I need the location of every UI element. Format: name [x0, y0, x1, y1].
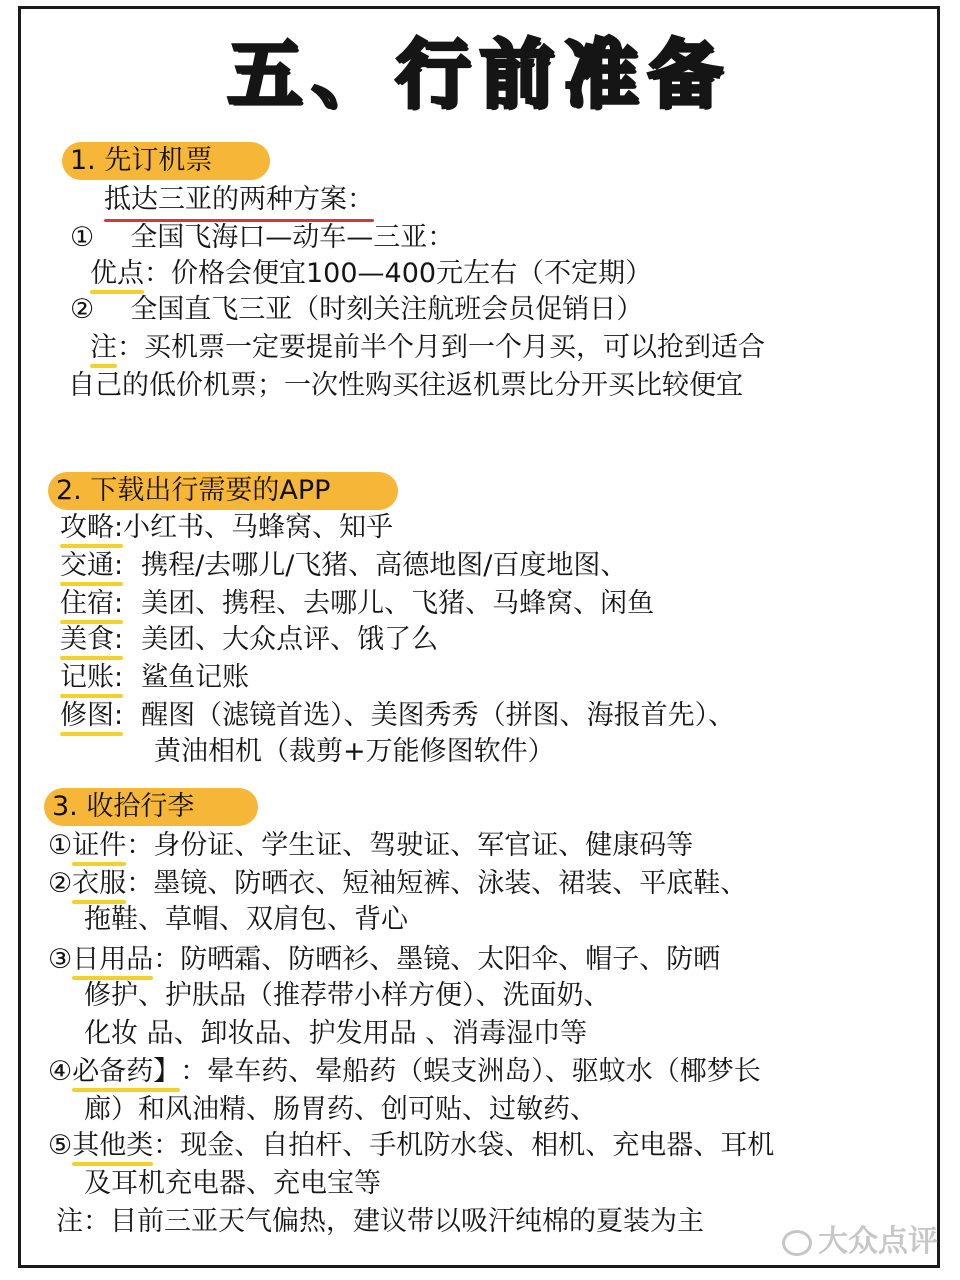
dianping-logo-icon: [782, 1230, 812, 1256]
note-label: 注: [90, 330, 117, 366]
option2-number: ②: [70, 294, 95, 325]
packing-item-others: [48, 1128, 774, 1164]
item-label: 必备药】: [72, 1054, 180, 1090]
item-label: 日用品: [72, 942, 153, 978]
option2-line: [70, 292, 643, 328]
note-text1: ：买机票一定要提前半个月到一个月买，可以抢到适合: [117, 332, 765, 363]
item-number: ⑤: [48, 1130, 73, 1161]
app-row-label: 美食:: [60, 622, 123, 658]
option1-number: ①: [70, 222, 95, 253]
packing-footnote: 注：目前三亚天气偏热，建议带以吸汗纯棉的夏装为主: [56, 1206, 704, 1237]
item-label: 证件: [72, 828, 126, 864]
item-text: ：身份证、学生证、驾驶证、军官证、健康码等: [126, 830, 694, 861]
pro-text: ：价格会便宜100—400元左右（不定期）: [144, 258, 653, 289]
app-row-label: 住宿:: [60, 586, 123, 622]
packing-item-documents: [48, 828, 693, 864]
item-label: 衣服: [72, 866, 126, 902]
app-row-text: 美团、大众点评、饿了么: [141, 624, 439, 655]
item-label: 其他类: [72, 1128, 153, 1164]
app-row-text: 美团、携程、去哪儿、飞猪、马蜂窝、闲鱼: [141, 588, 655, 619]
packing-item-clothes: [48, 866, 747, 902]
pro-label: 优点: [90, 256, 144, 292]
option2-text: 全国直飞三亚（时刻关注航班会员促销日）: [130, 294, 644, 325]
app-row-photo: [60, 698, 735, 734]
note-line2: 自己的低价机票；一次性购买往返机票比分开买比较便宜: [68, 370, 743, 401]
watermark-text: 大众点评: [818, 1224, 938, 1259]
page-title: 五、行前准备: [228, 32, 732, 118]
app-row-label: 修图:: [60, 698, 123, 734]
item-number: ①: [48, 830, 73, 861]
app-row-food: [60, 622, 438, 658]
app-row-label: 交通:: [60, 548, 123, 584]
section3-heading: 3. 收拾行李: [44, 788, 258, 826]
section1-subtitle: [104, 182, 374, 218]
item-continuation: 拖鞋、草帽、双肩包、背心: [84, 904, 408, 935]
app-row-label: 攻略:: [60, 510, 123, 546]
app-row-label: 记账:: [60, 660, 123, 696]
section1-subtitle-text: 抵达三亚的两种方案：: [104, 182, 374, 218]
section2-heading: 2. 下载出行需要的APP: [48, 472, 398, 510]
app-row-text: 醒图（滤镜首选）、美图秀秀（拼图、海报首先）、: [141, 700, 736, 731]
app-row-text: 小红书、马蜂窝、知乎: [123, 512, 394, 543]
app-row-transport: [60, 548, 627, 584]
packing-item-daily: [48, 942, 720, 978]
item-text: ：墨镜、防晒衣、短袖短裤、泳装、裙装、平底鞋、: [126, 868, 748, 899]
pro-line: [90, 256, 652, 292]
item-text: ：现金、自拍杆、手机防水袋、相机、充电器、耳机: [153, 1130, 775, 1161]
note-line1: [90, 330, 765, 366]
section1-heading: 1. 先订机票: [62, 142, 270, 180]
item-continuation: 廊）和风油精、肠胃药、创可贴、过敏药、: [84, 1094, 597, 1125]
option1-line: [70, 220, 454, 256]
app-row-text: 鲨鱼记账: [141, 662, 250, 693]
item-continuation: 化妆 品、卸妆品、护发用品 、消毒湿巾等: [84, 1018, 588, 1049]
item-continuation: 修护、护肤品（推荐带小样方便）、洗面奶、: [84, 980, 611, 1011]
app-row-photo-continuation: 黄油相机（裁剪+万能修图软件）: [154, 736, 555, 767]
option1-text: 全国飞海口—动车—三亚：: [130, 222, 455, 253]
app-row-guide: [60, 510, 393, 546]
packing-item-medicine: [48, 1054, 761, 1090]
watermark: [782, 1216, 938, 1260]
item-text: ：晕车药、晕船药（蜈支洲岛）、驱蚊水（椰梦长: [180, 1056, 761, 1087]
app-row-text: 携程/去哪儿/飞猪、高德地图/百度地图、: [141, 550, 628, 581]
item-text: ：防晒霜、防晒衫、墨镜、太阳伞、帽子、防晒: [153, 944, 721, 975]
app-row-accounting: [60, 660, 249, 696]
item-number: ④: [48, 1056, 73, 1087]
item-continuation: 及耳机充电器、充电宝等: [84, 1168, 381, 1199]
app-row-lodging: [60, 586, 654, 622]
item-number: ③: [48, 944, 73, 975]
item-number: ②: [48, 868, 73, 899]
